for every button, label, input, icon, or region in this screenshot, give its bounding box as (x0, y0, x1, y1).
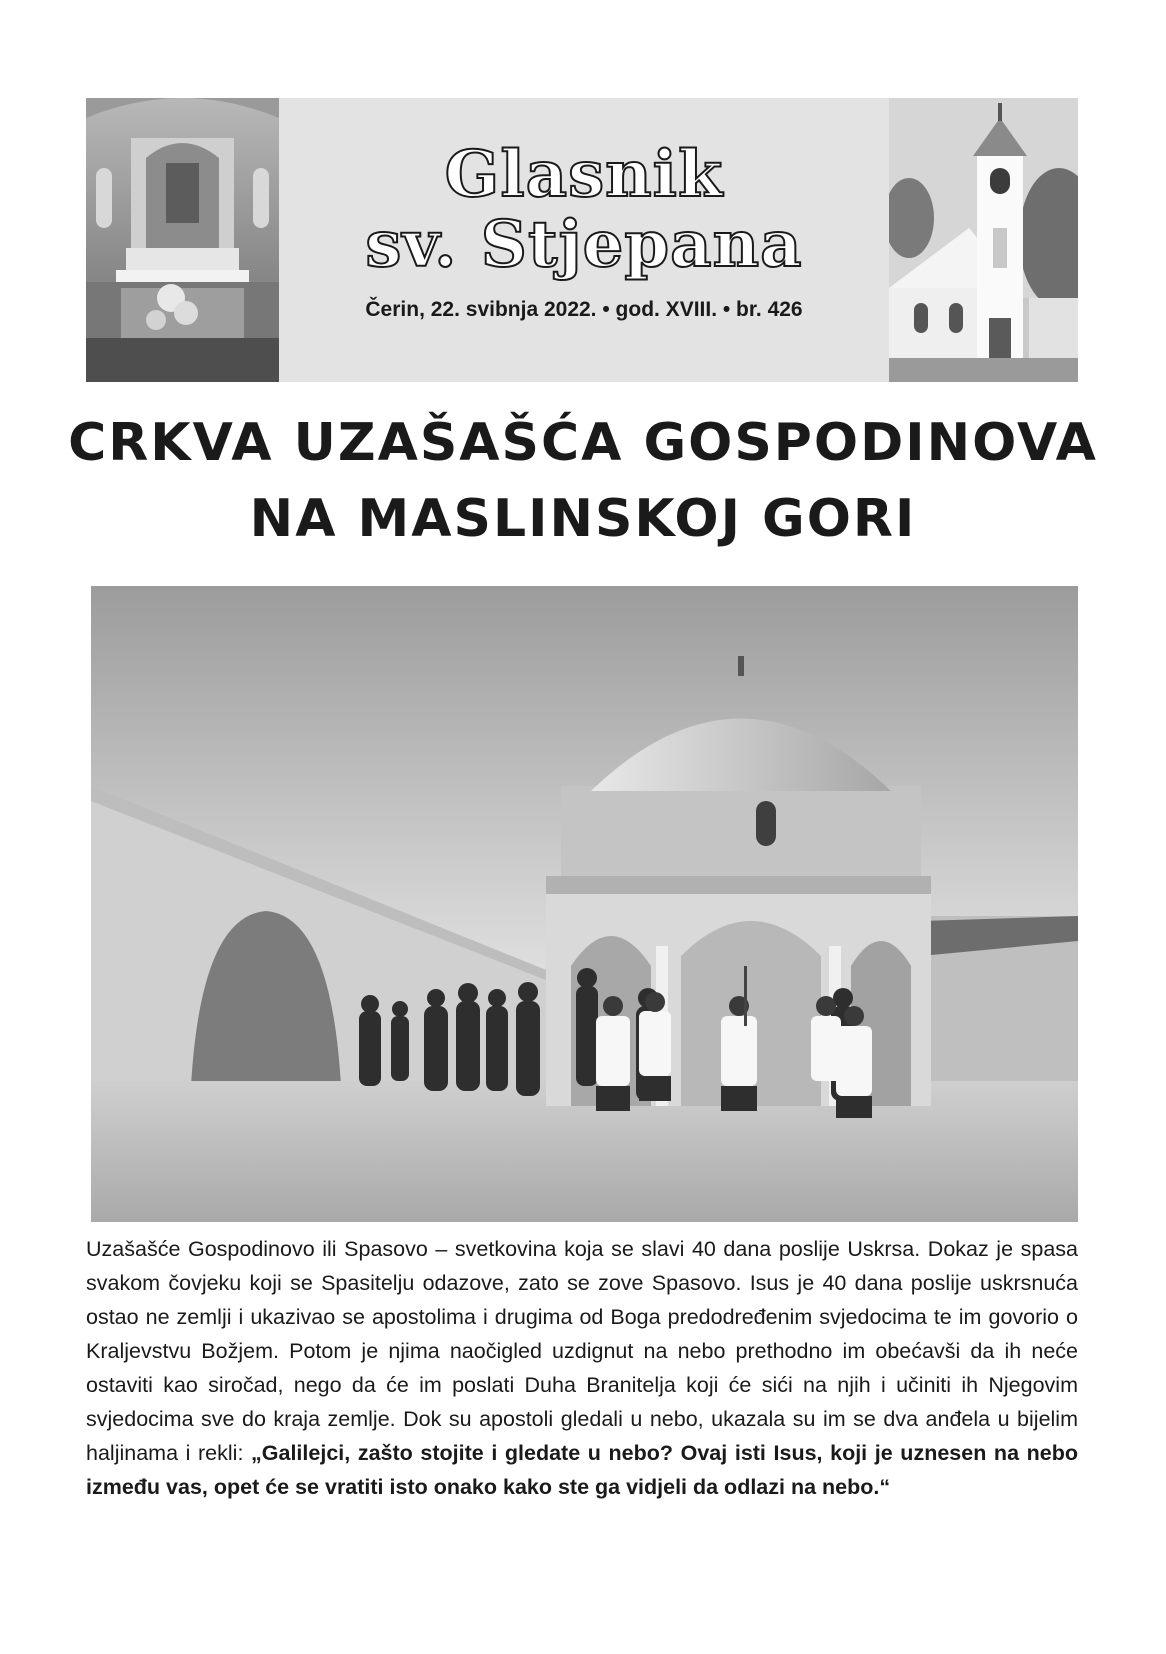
issue-info: Čerin, 22. svibnja 2022. • god. XVIII. • br. 426 (365, 298, 803, 321)
headline-line1: CRKVA UZAŠAŠĆA GOSPODINOVA (68, 413, 1098, 473)
newsletter-title-line1: Glasnik (444, 137, 724, 212)
article-headline (60, 405, 1106, 557)
newsletter-title-line2: sv. Stjepana (365, 207, 803, 282)
chapel-ascension-photo (91, 586, 1078, 1222)
title-block (279, 98, 889, 382)
church-bell-tower-photo (889, 98, 1078, 382)
headline-line2: NA MASLINSKOJ GORI (249, 489, 917, 549)
article-quote: „Galilejci, zašto stojite i gledate u nebo? Ovaj isti Isus, koji je uznesen na nebo između vas, opet će se vratiti isto onako kako ste ga vidjeli da odlazi na nebo.“ (86, 1441, 1078, 1499)
church-interior-photo (86, 98, 279, 382)
article-body (86, 1232, 1078, 1504)
article-body-text: Uzašašće Gospodinovo ili Spasovo – svetkovina koja se slavi 40 dana poslije Uskrsa. Dokaz je spasa svakom čovjeku koji se Spasitelju odazove, zato se zove Spasovo. Isus je 40 dana poslije uskrsnuća ostao ne zemlji i ukazivao se apostolima i drugima od Boga predodređenim svjedocima te im govorio o Kraljevstvu Božjem. Potom je njima naočigled uzdignut na nebo prethodno im obećavši da ih neće ostaviti kao siročad, nego da će im poslati Duha Branitelja koji će sići na njih i učiniti ih Njegovim svjedocima sve do kraja zemlje. Dok su apostoli gledali u nebo, ukazala su im se dva anđela u bijelim haljinama i rekli: (86, 1237, 1078, 1465)
masthead (86, 98, 1078, 382)
